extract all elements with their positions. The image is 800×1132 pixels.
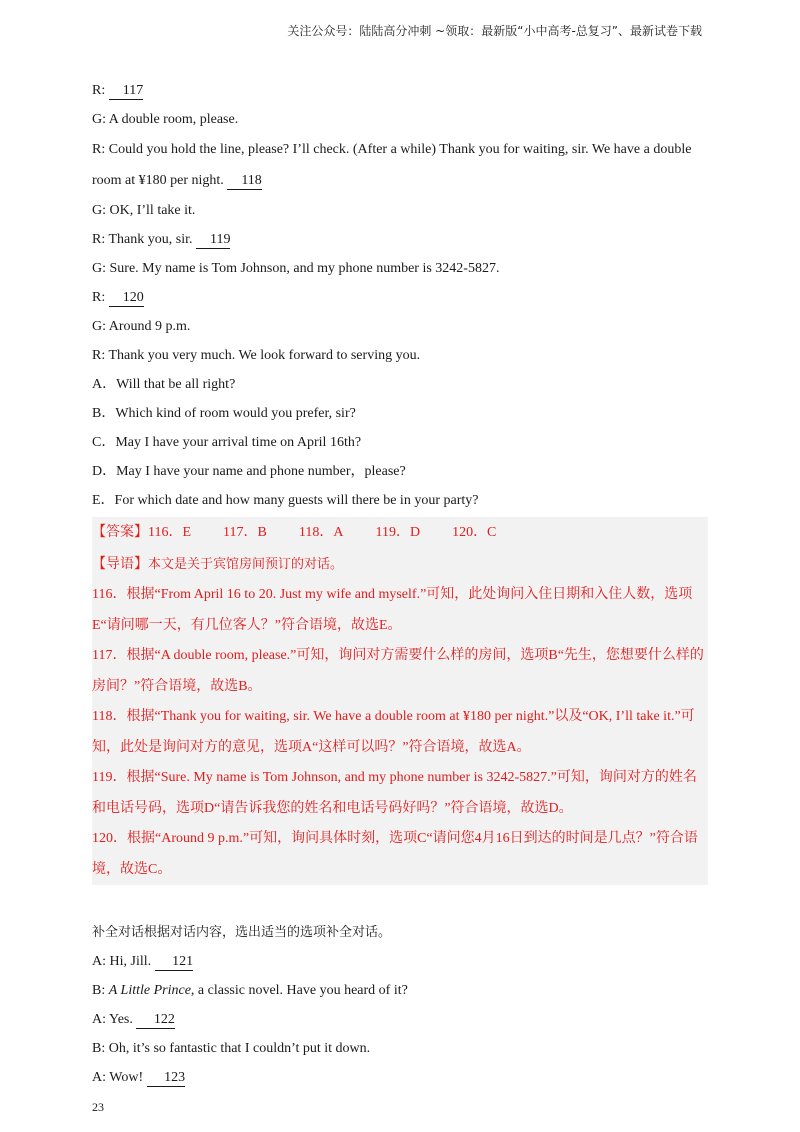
answer-item: 118．A <box>298 525 344 540</box>
dialogue-2 <box>92 947 708 1092</box>
dialogue-line: B: A Little Prince, a classic novel. Have you heard of it? <box>92 983 408 998</box>
option-item: A．Will that be all right? <box>92 377 236 392</box>
dialogue-line: A: Yes. 122 <box>92 1012 175 1027</box>
dialogue-1 <box>92 76 708 370</box>
book-title: A Little Prince <box>108 983 191 998</box>
dialogue-line: R: 120 <box>92 290 144 305</box>
page-number: 23 <box>92 1100 104 1114</box>
option-item: D．May I have your name and phone number，please? <box>92 464 406 479</box>
dialogue-line: R: Could you hold the line, please? I’ll check. (After a while) Thank you for waiting, sir. We have a double room at ¥180 per night. 118 <box>92 142 692 188</box>
answer-item: 119．D <box>375 525 421 540</box>
option-item: C．May I have your arrival time on April 16th? <box>92 435 362 450</box>
dialogue-line: R: Thank you, sir. 119 <box>92 232 231 247</box>
answer-blank: 123 <box>147 1070 186 1087</box>
answer-item: 116．E <box>148 525 192 540</box>
options-list <box>92 370 708 515</box>
explanation: 117．根据“A double room, please.”可知，询问对方需要什么样的房间，选项B“先生，您想要什么样的房间？”符合语境，故选B。 <box>92 648 704 694</box>
option-item: B．Which kind of room would you prefer, sir? <box>92 406 356 421</box>
answer-box <box>92 517 708 885</box>
answer-blank: 120 <box>109 290 144 307</box>
dialogue-line: R: 117 <box>92 83 144 98</box>
answer-blank: 121 <box>155 954 194 971</box>
answer-blank: 117 <box>109 83 143 100</box>
explanation: 119．根据“Sure. My name is Tom Johnson, and my phone number is 3242-5827.”可知，询问对方的姓名和电话号码，选项D“请告诉我您的姓名和电话号码好吗？”符合语境，故选D。 <box>92 770 697 816</box>
answer-blank: 118 <box>227 173 261 190</box>
answer-line <box>92 517 708 549</box>
page-content <box>92 76 708 1092</box>
dialogue-line: G: Sure. My name is Tom Johnson, and my phone number is 3242-5827. <box>92 261 500 276</box>
answer-tag: 【答案】 <box>92 524 148 540</box>
dialogue-line: A: Wow! 123 <box>92 1070 186 1085</box>
guide-tag: 【导语】 <box>92 555 148 572</box>
dialogue-line: B: Oh, it’s so fantastic that I couldn’t put it down. <box>92 1041 371 1056</box>
dialogue-line: A: Hi, Jill. 121 <box>92 954 194 969</box>
explanation: 120．根据“Around 9 p.m.”可知，询问具体时刻，选项C“请问您4月16日到达的时间是几点？”符合语境，故选C。 <box>92 831 698 877</box>
answer-item: 117．B <box>223 525 267 540</box>
option-item: E．For which date and how many guests will there be in your party? <box>92 493 479 508</box>
dialogue-line: G: A double room, please. <box>92 112 239 127</box>
explanation: 118．根据“Thank you for waiting, sir. We have a double room at ¥180 per night.”以及“OK, I’ll take it.”可知，此处是询问对方的意见，选项A“这样可以吗？”符合语境，故选A。 <box>92 709 695 755</box>
guide-text: 本文是关于宾馆房间预订的对话。 <box>148 556 344 572</box>
explanation: 116．根据“From April 16 to 20. Just my wife and myself.”可知，此处询问入住日期和入住人数，选项E“请问哪一天，有几位客人？”符合语境，故选E。 <box>92 587 693 633</box>
answer-blank: 119 <box>196 232 230 249</box>
dialogue-line: G: Around 9 p.m. <box>92 319 191 334</box>
answer-blank: 122 <box>136 1012 175 1029</box>
dialogue-line: G: OK, I’ll take it. <box>92 203 196 218</box>
instruction: 补全对话根据对话内容，选出适当的选项补全对话。 <box>92 925 392 940</box>
dialogue-line: R: Thank you very much. We look forward to serving you. <box>92 348 421 363</box>
guide-line <box>92 549 708 581</box>
page-header: 关注公众号：陆陆高分冲刺 ~领取：最新版“小中高考-总复习”、最新试卷下载 <box>287 24 702 38</box>
answer-item: 120．C <box>452 525 497 540</box>
